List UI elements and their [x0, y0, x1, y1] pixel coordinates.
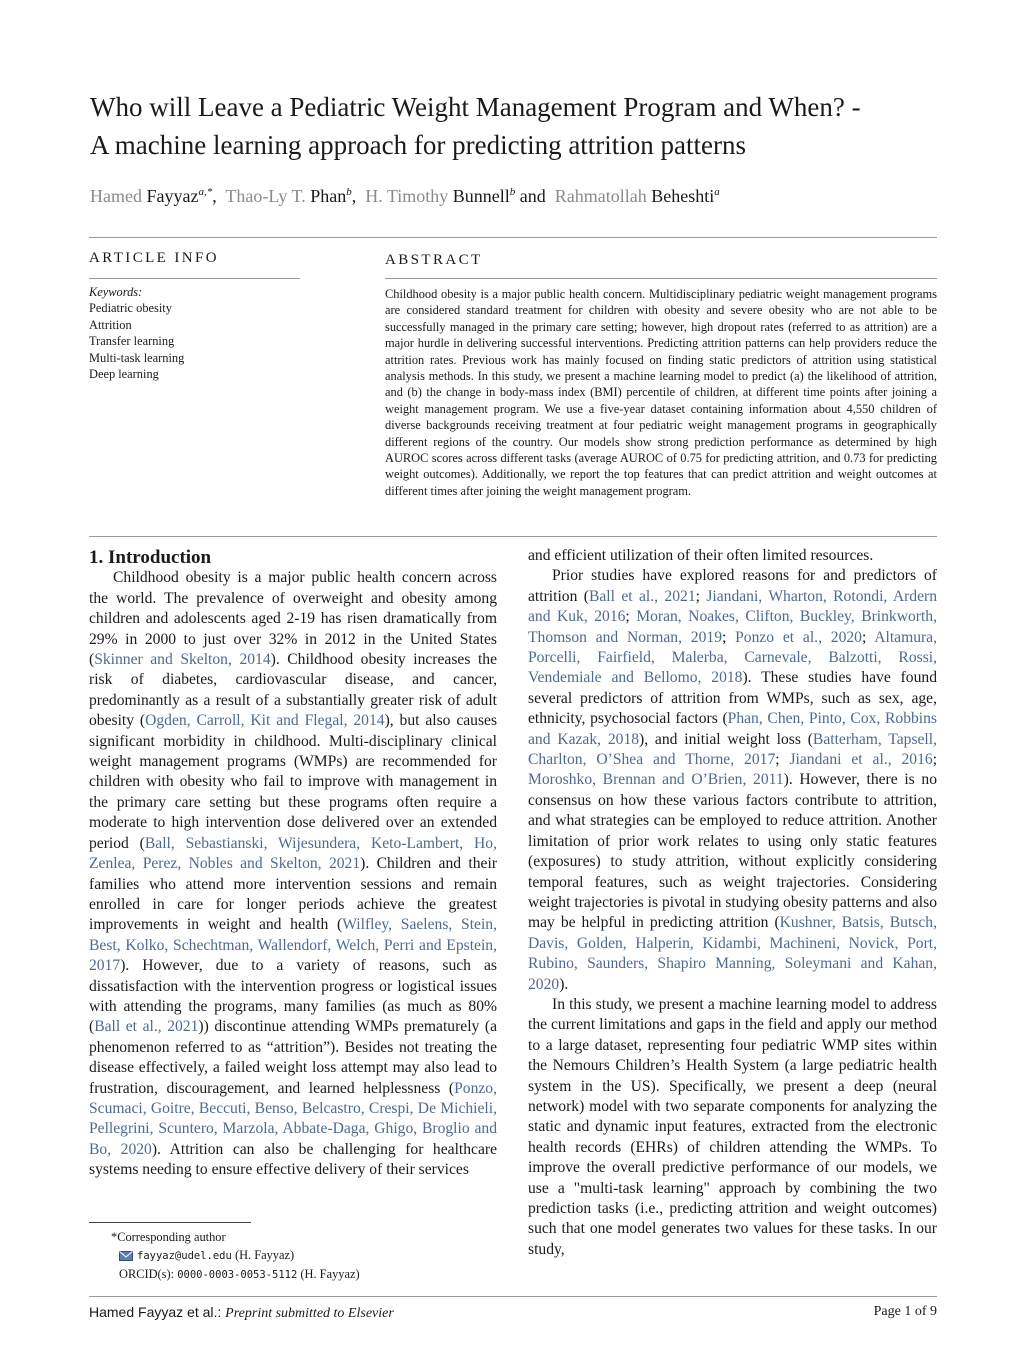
- keywords-title: Keywords:: [89, 285, 143, 299]
- corresponding-author-note: *Corresponding author: [111, 1230, 226, 1244]
- intro-paragraph-3: In this study, we present a machine learning model to address the current limitations and gaps in the field and apply our method to a large dataset, representing four pediatric WMP sites within the Nemours Children’s Health System (a large pediatric health system in the US). Specifically, we present a deep (neural network) model with two separate components for analyzing the static and dynamic input features, extracted from the electronic health records (EHRs) of children attending the WMPs. To improve the overall predictive performance of our models, we use a "multi-task learning" approach by combining the two prediction tasks (i.e., predicting attrition and weight outcomes) such that one model generates two values for these tasks. In our study,: [528, 995, 937, 1258]
- author-2-sup: b: [346, 186, 352, 198]
- abstract-text: Childhood obesity is a major public health concern. Multidisciplinary pediatric weight management programs are considered standard treatment for children with obesity and severe obesity who are not able to be successfully managed in the primary care setting; however, high dropout rates (referred to as attrition) are a major hurdle in delivering successful interventions. Predicting attrition patterns can help providers reduce the attrition rates. Previous work has mainly focused on finding static predictors of attrition using statistical analysis methods. In this study, we present a machine learning model to predict (a) the likelihood of attrition, and (b) the change in body-mass index (BMI) percentile of children, at different time points after joining a weight management program. We use a five-year dataset containing information about 4,550 children of diverse backgrounds receiving treatment at four pediatric weight management programs in geographically different regions of the country. Our models show strong prediction performance as determined by high AUROC scores across different tasks (average AUROC of 0.75 for predicting attrition, and 0.73 for predicting weight outcomes). Additionally, we report the top features that can predict attrition and weight outcomes at different times after joining the weight management program.: [385, 287, 937, 498]
- top-divider: [89, 237, 937, 238]
- keyword-item: Multi-task learning: [89, 350, 185, 365]
- citation-link[interactable]: Skinner and Skelton, 2014: [94, 651, 271, 669]
- citation-link[interactable]: Ball et al., 2021: [588, 587, 696, 605]
- arxiv-side-stamp: [28, 360, 76, 980]
- citation-link[interactable]: Phan, Chen, Pinto, Cox, Robbins and Kazak, 2018: [528, 710, 937, 748]
- citation-link[interactable]: Moran, Noakes, Clifton, Buckley, Brinkworth, Thomson and Norman, 2019: [528, 608, 938, 646]
- orcid-owner: (H. Fayyaz): [300, 1267, 360, 1281]
- author-2-last: Phan: [310, 186, 347, 206]
- footer-rule: [89, 1296, 937, 1297]
- email-line: [89, 1246, 509, 1265]
- citation-link[interactable]: Kushner, Batsis, Butsch, Davis, Golden, Halperin, Kidambi, Machineni, Novick, Port, Rubino, Saunders, Shapiro Manning, Soleymani and Kahan, 2020: [528, 914, 937, 993]
- intro-paragraph-1: Childhood obesity is a major public health concern across the world. The prevalence of overweight and obesity among children and adolescents aged 2-19 has risen dramatically from 29% in 2000 to just over 32% in 2012 in the United States (Skinner and Skelton, 2014). Childhood obesity increases the risk of diabetes, cardiovascular disease, and cancer, predominantly as a result of a substantially greater risk of adult obesity (Ogden, Carroll, Kit and Flegal, 2014), but also causes significant morbidity in childhood. Multi-disciplinary clinical weight management programs (WMPs) are recommended for children with obesity who fail to improve with management in the primary care setting but these programs often require a moderate to high intervention dose delivered over an extended period (Ball, Sebastianski, Wijesundera, Keto-Lambert, Ho, Zenlea, Perez, Nobles and Skelton, 2021). Children and their families who attend more intervention sessions and remain enrolled in care for longer periods achieve the greatest improvements in weight and health (Wilfley, Saelens, Stein, Best, Kolko, Schechtman, Wallendorf, Welch, Perri and Epstein, 2017). However, due to a variety of reasons, such as dissatisfaction with the intervention progress or logistical issues with attending the programs, many families (as much as 80% (Ball et al., 2021)) discontinue attending WMPs prematurely (a phenomenon referred to as “attrition”). Besides not treating the disease effectively, a failed weight loss attempt may also lead to frustration, discouragement, and learned helplessness (Ponzo, Scumaci, Goitre, Beccuti, Benso, Belcastro, Crespi, De Michieli, Pellegrini, Scuntero, Marzola, Abbate-Daga, Ghigo, Broglio and Bo, 2020). Attrition can also be challenging for healthcare systems needing to ensure effective delivery of their services: [89, 569, 498, 1179]
- author-4-first: Rahmatollah: [554, 186, 647, 206]
- email-owner: (H. Fayyaz): [234, 1248, 295, 1262]
- author-3-sup: b: [509, 186, 516, 198]
- citation-link[interactable]: Ponzo, Scumaci, Goitre, Beccuti, Benso, Belcastro, Crespi, De Michieli, Pellegrini, Scuntero, Marzola, Abbate-Daga, Ghigo, Broglio and Bo, 2020: [89, 1079, 497, 1158]
- footnote-block: [89, 1228, 509, 1284]
- author-4-last: Beheshti: [651, 186, 715, 206]
- citation-link[interactable]: Ball, Sebastianski, Wijesundera, Keto-Lambert, Ho, Zenlea, Perez, Nobles and Skelton, 2021: [89, 834, 497, 873]
- citation-link[interactable]: Moroshko, Brennan and O’Brien, 2011: [528, 771, 784, 789]
- keyword-item: Transfer learning: [89, 334, 175, 349]
- footer-left: [89, 1304, 394, 1322]
- citation-link[interactable]: Jiandani, Wharton, Rotondi, Ardern and Kuk, 2016: [528, 587, 937, 626]
- author-2-first: Thao-Ly T.: [225, 186, 306, 206]
- orcid-link[interactable]: 0000-0003-0053-5112: [177, 1269, 298, 1281]
- citation-link[interactable]: Batterham, Tapsell, Charlton, O’Shea and Thorne, 2017: [528, 730, 937, 769]
- page-number: Page 1 of 9: [873, 1304, 937, 1319]
- left-column: [89, 548, 497, 1181]
- footnote-rule: [89, 1222, 251, 1223]
- author-1-last: Fayyaz: [146, 186, 199, 206]
- orcid-line: [89, 1265, 509, 1284]
- intro-paragraph-2: Prior studies have explored reasons for and predictors of attrition (Ball et al., 2021; Jiandani, Wharton, Rotondi, Ardern and Kuk, 2016; Moran, Noakes, Clifton, Buckley, Brinkworth, Thomson and Norman, 2019; Ponzo et al., 2020; Altamura, Porcelli, Fairfield, Malerba, Carnevale, Balzotti, Rossi, Vendemiale and Bellomo, 2018). These studies have found several predictors of attrition from WMPs, such as sex, age, ethnicity, psychosocial factors (Phan, Chen, Pinto, Cox, Robbins and Kazak, 2018), and initial weight loss (Batterham, Tapsell, Charlton, O’Shea and Thorne, 2017; Jiandani et al., 2016; Moroshko, Brennan and O’Brien, 2011). However, there is no consensus on how these various factors contribute to attrition, and what strategies can be employed to reduce attrition. Another limitation of prior work relates to using only static features (exposures) to study attrition, without explicitly considering temporal features, such as weight trajectories. Considering weight trajectories is pivotal in studying obesity patterns and also may be helpful in predicting attrition (Kushner, Batsis, Butsch, Davis, Golden, Halperin, Kidambi, Machineni, Novick, Port, Rubino, Saunders, Shapiro Manning, Soleymani and Kahan, 2020).: [528, 567, 938, 993]
- abstract-rule: [385, 278, 937, 279]
- citation-link[interactable]: Ponzo et al., 2020: [735, 628, 862, 646]
- email-link[interactable]: fayyaz@udel.edu: [137, 1250, 232, 1262]
- citation-link[interactable]: Wilfley, Saelens, Stein, Best, Kolko, Schechtman, Wallendorf, Welch, Perri and Epstein, 2017: [89, 916, 497, 975]
- orcid-label: ORCID(s):: [119, 1267, 175, 1281]
- abstract-label: ABSTRACT: [385, 252, 483, 268]
- title-line-1: Who will Leave a Pediatric Weight Management Program and When? -: [90, 92, 861, 122]
- section-heading-introduction: 1. Introduction: [89, 547, 212, 568]
- envelope-icon: [119, 1251, 133, 1261]
- author-3-last: Bunnell: [452, 186, 510, 206]
- citation-link[interactable]: Jiandani et al., 2016: [789, 751, 933, 769]
- article-info-label: ARTICLE INFO: [89, 250, 219, 266]
- citation-link[interactable]: Ball et al., 2021: [94, 1018, 199, 1036]
- footer-author: Hamed Fayyaz et al.:: [89, 1304, 222, 1320]
- keyword-item: Pediatric obesity: [89, 301, 172, 316]
- right-column: [528, 546, 937, 1260]
- citation-link[interactable]: Ogden, Carroll, Kit and Flegal, 2014: [145, 712, 385, 730]
- author-4-sup: a: [714, 186, 720, 198]
- paper-title: [90, 88, 950, 164]
- continued-paragraph: and efficient utilization of their often limited resources.: [528, 547, 874, 564]
- article-info-rule: [89, 278, 300, 279]
- keyword-item: Attrition: [89, 317, 132, 332]
- keywords-block: [89, 284, 349, 382]
- citation-link[interactable]: Altamura, Porcelli, Fairfield, Malerba, Carnevale, Balzotti, Rossi, Vendemiale and Bellomo, 2018: [528, 628, 938, 687]
- footer-venue: Preprint submitted to Elsevier: [225, 1306, 394, 1321]
- author-1-sup: a,*: [198, 186, 213, 198]
- author-list: Hamed Fayyaz$^{a,*}$, Thao-Ly T. Phan$^b$, H. Timothy Bunnell$^b$ and Rahmatollah Beheshti$^a$: [90, 186, 720, 206]
- author-3-first: H. Timothy: [365, 186, 449, 206]
- author-1-first: Hamed: [90, 186, 142, 206]
- keyword-item: Deep learning: [89, 367, 159, 382]
- abstract-bottom-divider: [89, 536, 937, 537]
- authors-and: and: [519, 186, 546, 206]
- title-line-2: A machine learning approach for predicting attrition patterns: [90, 130, 747, 160]
